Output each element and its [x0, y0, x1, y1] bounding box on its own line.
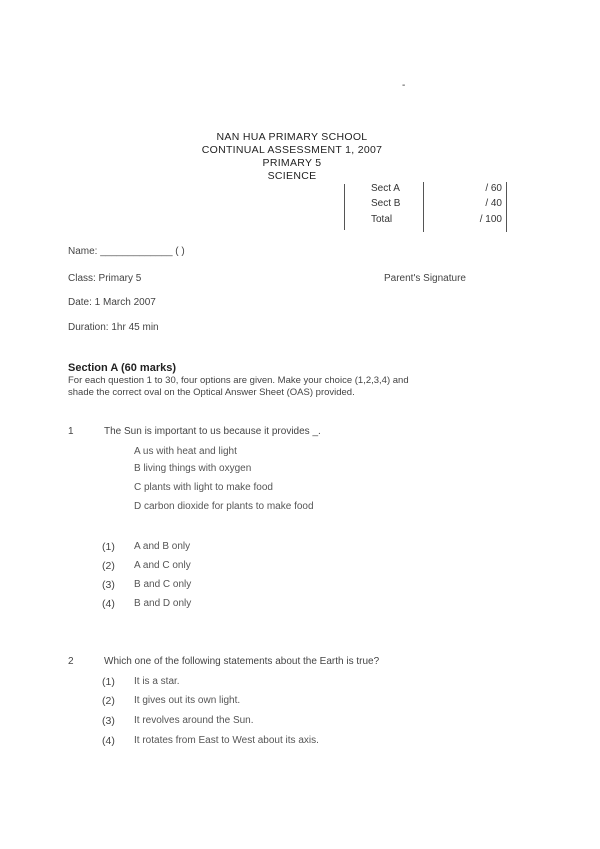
duration-field: Duration: 1hr 45 min	[68, 322, 159, 333]
date-field: Date: 1 March 2007	[68, 297, 156, 308]
option-number: (4)	[102, 735, 115, 747]
score-row-sect-a	[338, 183, 510, 197]
statement: A us with heat and light	[134, 446, 237, 457]
assessment-title: CONTINUAL ASSESSMENT 1, 2007	[201, 144, 383, 156]
score-label: Total	[371, 214, 393, 225]
question-text: The Sun is important to us because it provides _.	[104, 426, 321, 437]
option-text: It gives out its own light.	[134, 695, 241, 706]
option-text: It is a star.	[134, 676, 180, 687]
score-label: Sect A	[371, 183, 400, 194]
name-field: Name: _____________ ( )	[68, 246, 185, 257]
stray-mark: -	[402, 80, 406, 91]
class-field: Class: Primary 5	[68, 273, 142, 284]
option-number: (3)	[102, 715, 115, 727]
section-title: Section A (60 marks)	[68, 362, 177, 374]
statement: C plants with light to make food	[134, 482, 273, 493]
question-text: Which one of the following statements about the Earth is true?	[104, 656, 380, 667]
score-row-total	[338, 214, 510, 228]
score-value: / 60	[485, 183, 502, 194]
section-instruction-line: For each question 1 to 30, four options are given. Make your choice (1,2,3,4) and	[68, 375, 409, 386]
score-row-sect-b	[338, 198, 510, 212]
statement: D carbon dioxide for plants to make food	[134, 501, 314, 512]
option-text: It revolves around the Sun.	[134, 715, 254, 726]
option-number: (1)	[102, 541, 115, 553]
option-text: B and C only	[134, 579, 192, 590]
option-text: It rotates from East to West about its axis.	[134, 735, 319, 746]
question-number: 1	[68, 426, 74, 437]
statement: B living things with oxygen	[134, 463, 252, 474]
level-title: PRIMARY 5	[262, 157, 322, 169]
school-name: NAN HUA PRIMARY SCHOOL	[216, 131, 368, 143]
parent-signature-field: Parent's Signature	[384, 273, 466, 284]
score-value: / 40	[485, 198, 502, 209]
score-value: / 100	[479, 214, 502, 225]
option-number: (4)	[102, 598, 115, 610]
option-text: B and D only	[134, 598, 192, 609]
option-number: (2)	[102, 695, 115, 707]
subject-title: SCIENCE	[267, 170, 317, 182]
option-number: (1)	[102, 676, 115, 688]
option-number: (2)	[102, 560, 115, 572]
section-instruction-line: shade the correct oval on the Optical Answer Sheet (OAS) provided.	[68, 387, 355, 398]
option-text: A and B only	[134, 541, 191, 552]
option-text: A and C only	[134, 560, 191, 571]
option-number: (3)	[102, 579, 115, 591]
score-label: Sect B	[371, 198, 401, 209]
score-box	[338, 180, 510, 234]
question-number: 2	[68, 656, 74, 667]
